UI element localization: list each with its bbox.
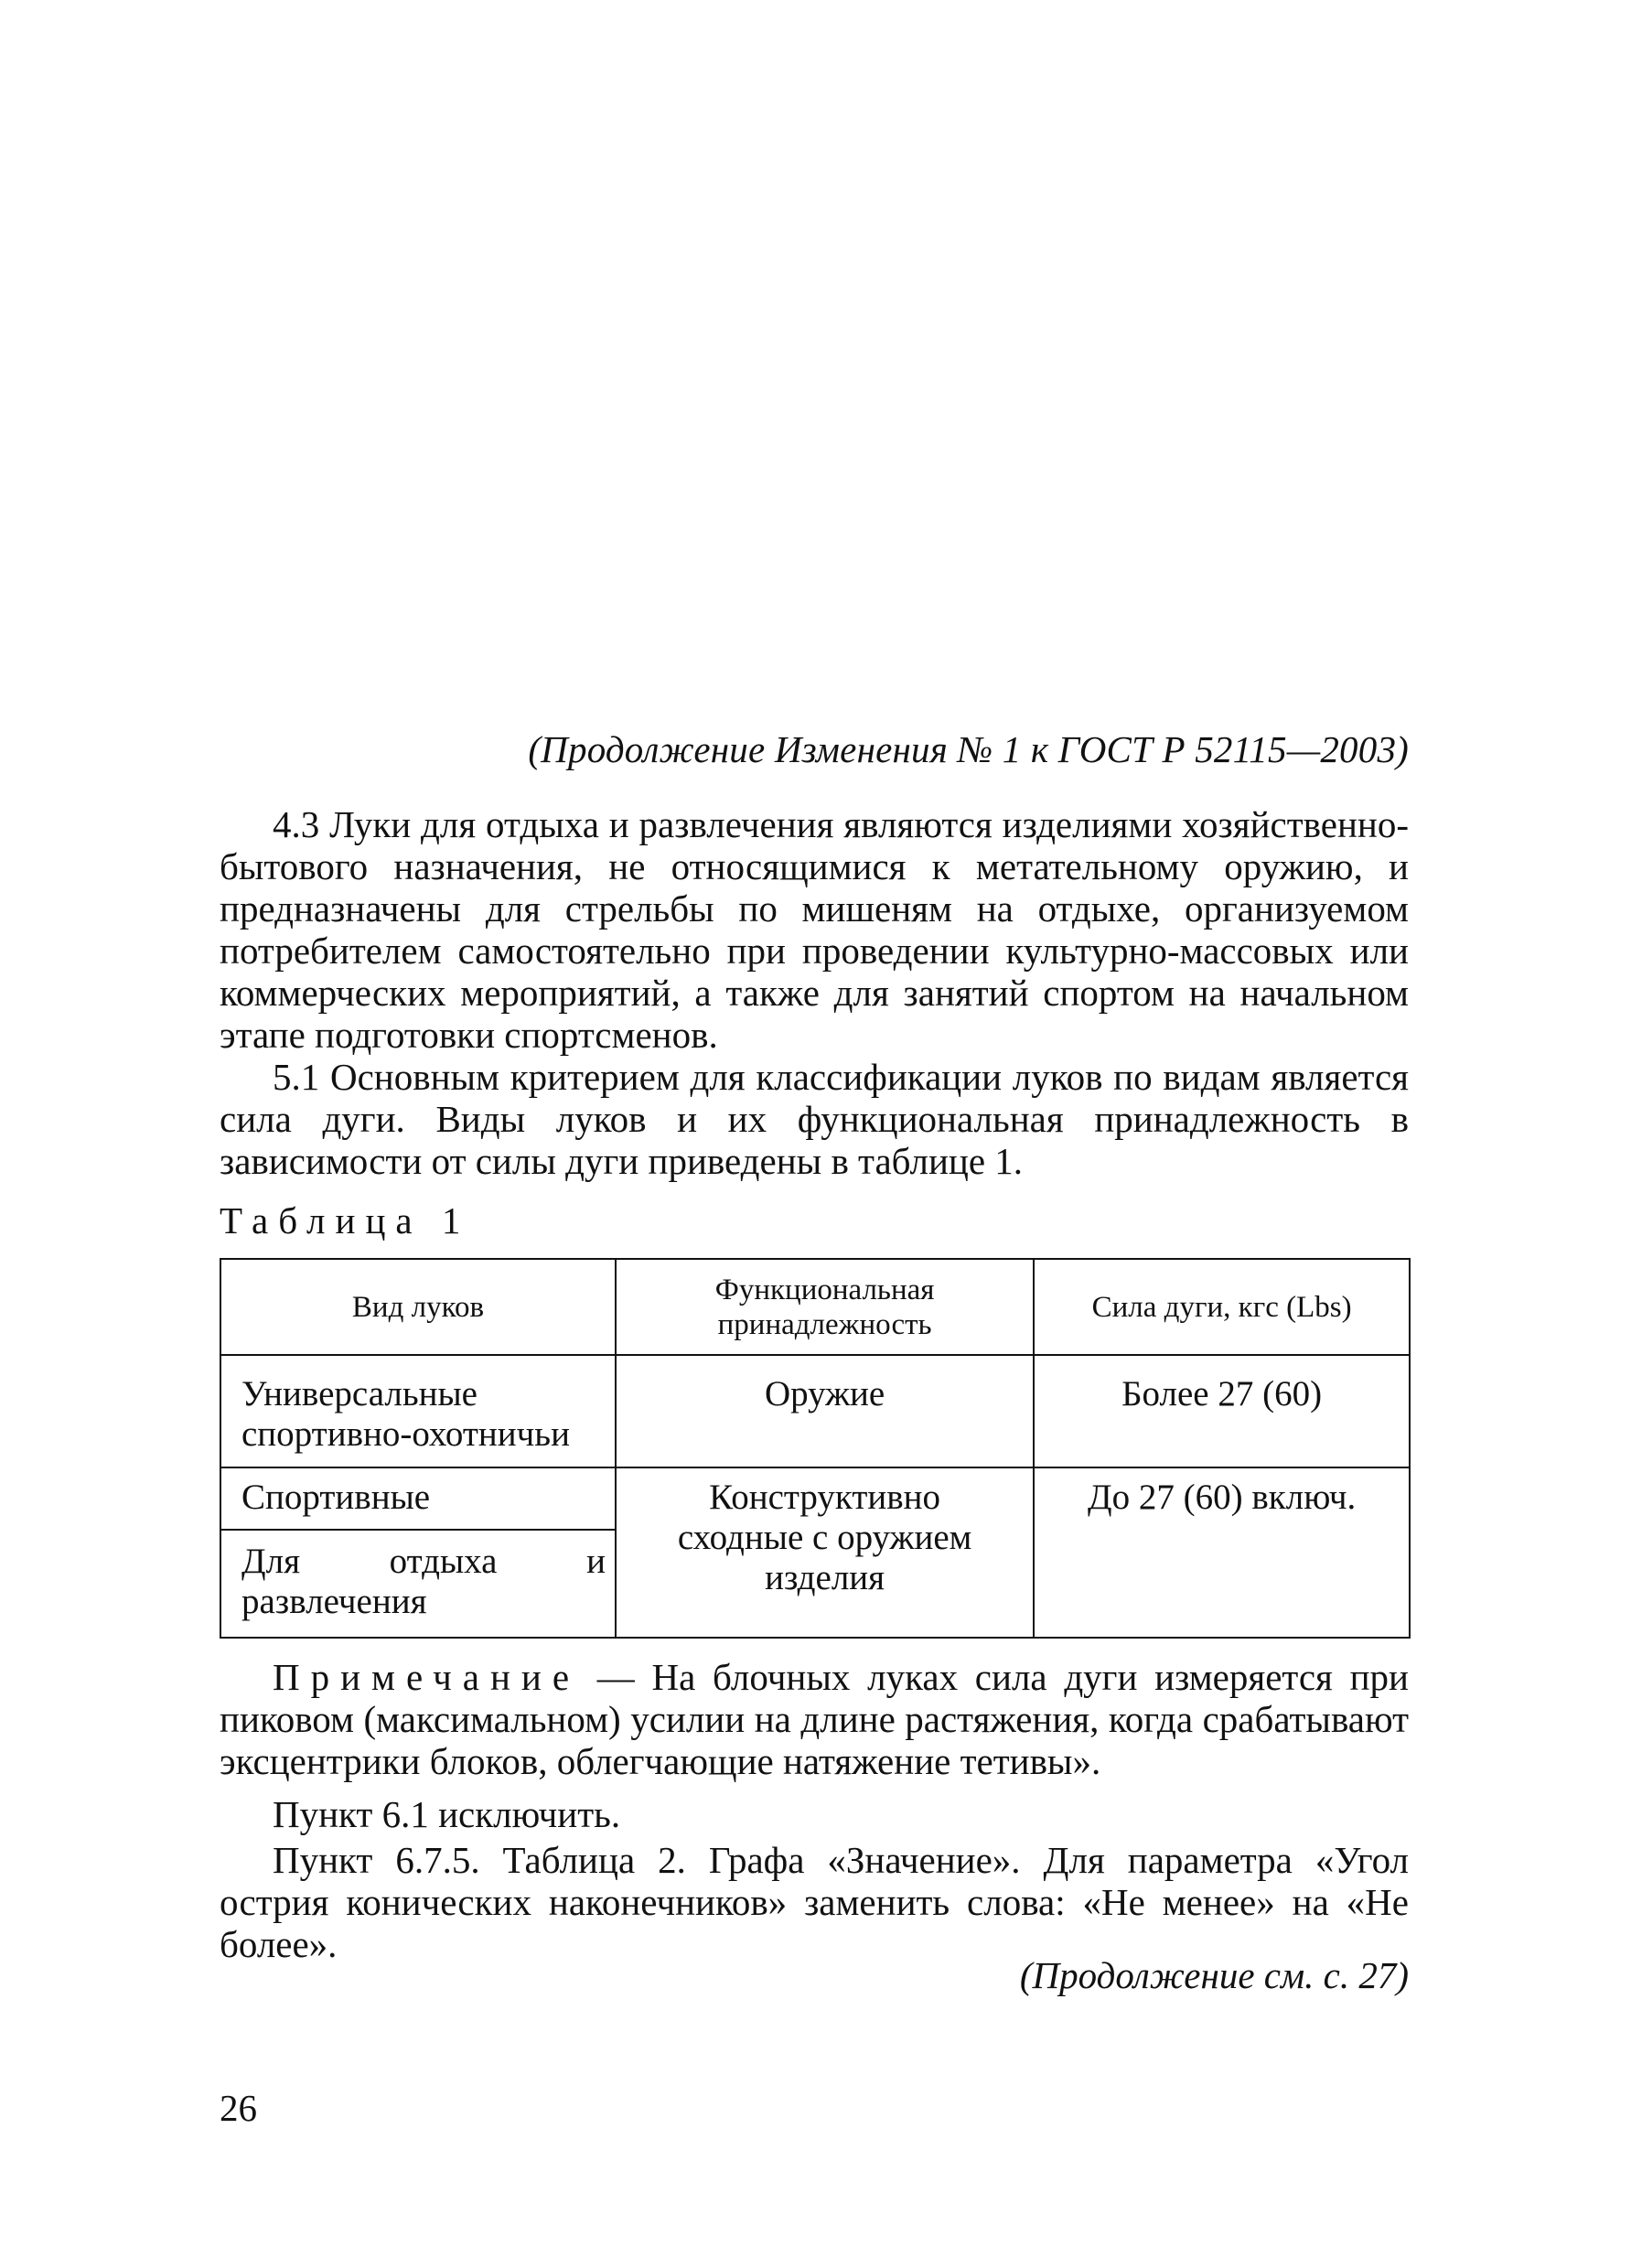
header-function-label: Функциональная принадлежность [714,1273,935,1341]
continuation-footer: (Продолжение см. с. 27) [1019,1954,1409,1996]
page-number: 26 [220,2087,257,2129]
cell-force: Более 27 (60) [1034,1355,1410,1467]
cell-force-merged: До 27 (60) включ. [1034,1467,1410,1638]
bow-classification-table [220,1258,1411,1639]
paragraph-5-1: 5.1 Основным критерием для классификации луков по видам является сила дуги. Виды луков и их функциональная принадлежность в зависимости от силы дуги приведены в таблице 1. [220,1056,1409,1182]
note-label: Примечание [273,1656,581,1698]
amendment-6-1: Пункт 6.1 исключить. [273,1793,621,1835]
continuation-header: (Продолжение Изменения № 1 к ГОСТ Р 52115—2003) [528,728,1409,770]
table-row [220,1355,1410,1467]
document-page [220,0,1409,2268]
header-force: Сила дуги, кгс (Lbs) [1034,1259,1410,1355]
cell-bow-type: Универсальные спортивно-охотничьи [220,1355,616,1467]
table-header-row [220,1259,1410,1355]
note-text: — На блочных луках сила дуги измеряется при пиковом (максимальном) усилии на длине растяжения, когда срабатывают эксцентрики блоков, облегчающие натяжение тетивы». [220,1656,1409,1782]
amendment-6-7-5: Пункт 6.7.5. Таблица 2. Графа «Значение». Для параметра «Угол острия конических наконечников» заменить слова: «Не менее» на «Не более». [220,1839,1409,1965]
paragraph-4-3: 4.3 Луки для отдыха и развлечения являются изделиями хозяйственно-бытового назначения, не относящимися к метательному оружию, и предназначены для стрельбы по мишеням на отдыхе, организуемом потребителем самостоятельно при проведении культурно-массовых или коммерческих мероприятий, а также для занятий спортом на начальном этапе подготовки спортсменов. [220,803,1409,1056]
note-paragraph [220,1656,1409,1782]
table-row [220,1467,1410,1530]
amendments [220,1793,1409,1965]
table-caption: Таблица 1 [220,1199,471,1241]
cell-bow-type: Спортивные [220,1467,616,1530]
header-bow-type: Вид луков [220,1259,616,1355]
body-text [220,803,1409,1182]
header-function [616,1259,1034,1355]
cell-bow-type: Для отдыха и развлечения [220,1530,616,1638]
table-note [220,1656,1409,1782]
cell-function: Оружие [616,1355,1034,1467]
cell-function-text: Конструктивно сходные с оружием изделия [677,1478,972,1597]
cell-function-merged [616,1467,1034,1638]
